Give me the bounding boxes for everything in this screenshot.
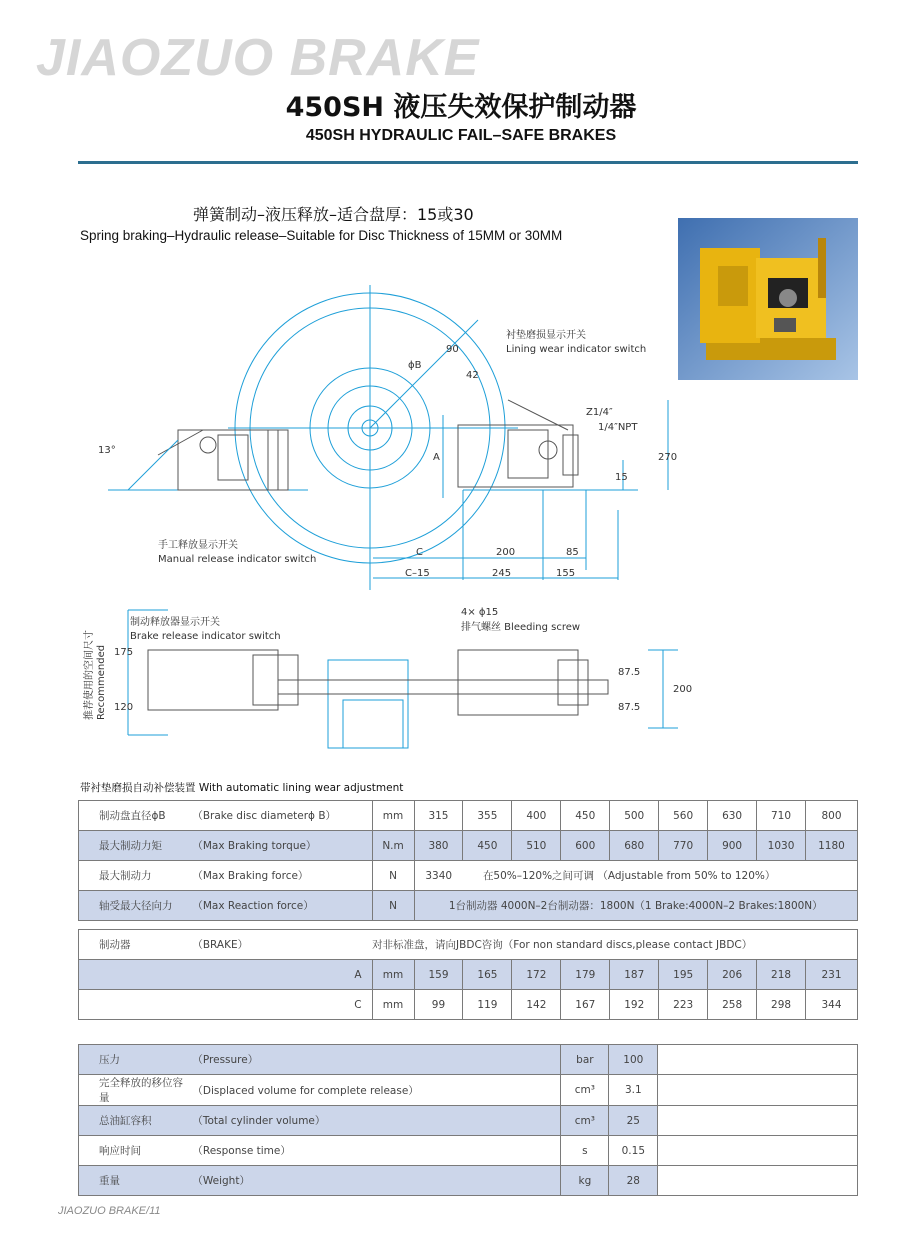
spec-table-main — [78, 800, 858, 921]
phiB-dim: ϕB — [408, 360, 422, 371]
table-row: 总油缸容积 （Total cylinder volume） cm³ 25 — [79, 1106, 858, 1136]
port-label-1: Z1/4″ — [586, 407, 613, 418]
table-row: 最大制动力矩 （Max Braking torque） N.m 380 450 510 600 680 770 900 1030 1180 — [79, 831, 858, 861]
page-footer: JIAOZUO BRAKE/11 — [58, 1205, 161, 1217]
bleeding-screw-label: 排气螺丝 Bleeding screw — [461, 622, 581, 633]
technical-drawing — [78, 280, 868, 780]
table-row: 完全释放的移位容量 （Displaced volume for complete release） cm³ 3.1 — [79, 1075, 858, 1106]
table-row: A mm 159 165 172 179 187 195 206 218 231 — [79, 960, 858, 990]
brake-release-label-en: Brake release indicator switch — [130, 631, 281, 642]
page-title-en: 450SH HYDRAULIC FAIL–SAFE BRAKES — [305, 127, 617, 144]
table-row: 轴受最大径向力 （Max Reaction force） N 1台制动器 4000N–2台制动器：1800N（1 Brake:4000N–2 Brakes:1800N） — [79, 891, 858, 921]
lining-wear-label-cn: 衬垫磨损显示开关 — [506, 330, 586, 341]
angle-dim: 13° — [98, 445, 116, 456]
spec-table-dimensions — [78, 929, 858, 1020]
dim-200: 200 — [496, 547, 516, 558]
dim-270: 270 — [658, 452, 678, 463]
dim-42: 42 — [466, 370, 479, 381]
dim-A: A — [433, 452, 440, 463]
subtitle-cn: 弹簧制动–液压释放–适合盘厚：15或30 — [193, 205, 474, 224]
dim-87-5-top: 87.5 — [618, 667, 641, 678]
dim-175: 175 — [114, 647, 134, 658]
spec-table-hydraulic — [78, 1044, 858, 1196]
title-divider — [78, 161, 858, 164]
table-row: 响应时间 （Response time） s 0.15 — [79, 1136, 858, 1166]
brand-watermark: JIAOZUO BRAKE — [36, 29, 480, 87]
recommended-label-en: Recommended — [96, 644, 107, 720]
dim-120: 120 — [114, 702, 134, 713]
holes-label: 4× ϕ15 — [461, 607, 499, 618]
dim-90: 90 — [446, 344, 459, 355]
port-label-2: 1/4″NPT — [598, 422, 638, 433]
table-row: C mm 99 119 142 167 192 223 258 298 344 — [79, 990, 858, 1020]
table-row: 压力 （Pressure） bar 100 — [79, 1045, 858, 1075]
table-row: 制动器 （BRAKE） 对非标准盘，请向JBDC咨询（For non standard discs,please contact JBDC） — [79, 930, 858, 960]
brake-release-label-cn: 制动释放器显示开关 — [130, 617, 220, 628]
dim-200-vertical: 200 — [673, 684, 693, 695]
recommended-label-cn: 推荐使用的空间尺寸 — [84, 630, 95, 720]
subtitle-en: Spring braking–Hydraulic release–Suitable for Disc Thickness of 15MM or 30MM — [80, 228, 563, 243]
dim-245: 245 — [492, 568, 512, 579]
dim-C: C — [416, 547, 423, 558]
manual-release-label-en: Manual release indicator switch — [158, 554, 317, 565]
dim-155: 155 — [556, 568, 576, 579]
dim-15: 15 — [615, 472, 628, 483]
page-title-cn: 450SH 液压失效保护制动器 — [285, 92, 637, 123]
lining-wear-label-en: Lining wear indicator switch — [506, 344, 647, 355]
dim-C15: C–15 — [405, 568, 430, 579]
table-row: 制动盘直径ϕB （Brake disc diameterϕ B） mm 315 355 400 450 500 560 630 710 800 — [79, 801, 858, 831]
manual-release-label-cn: 手工释放显示开关 — [158, 540, 238, 551]
dim-87-5-bottom: 87.5 — [618, 702, 641, 713]
table-row: 最大制动力 （Max Braking force） N 3340 在50%–120%之间可调 （Adjustable from 50% to 120%） — [79, 861, 858, 891]
dim-85: 85 — [566, 547, 579, 558]
auto-adjust-note: 带衬垫磨损自动补偿装置 With automatic lining wear adjustment — [80, 782, 404, 794]
table-row: 重量 （Weight） kg 28 — [79, 1166, 858, 1196]
